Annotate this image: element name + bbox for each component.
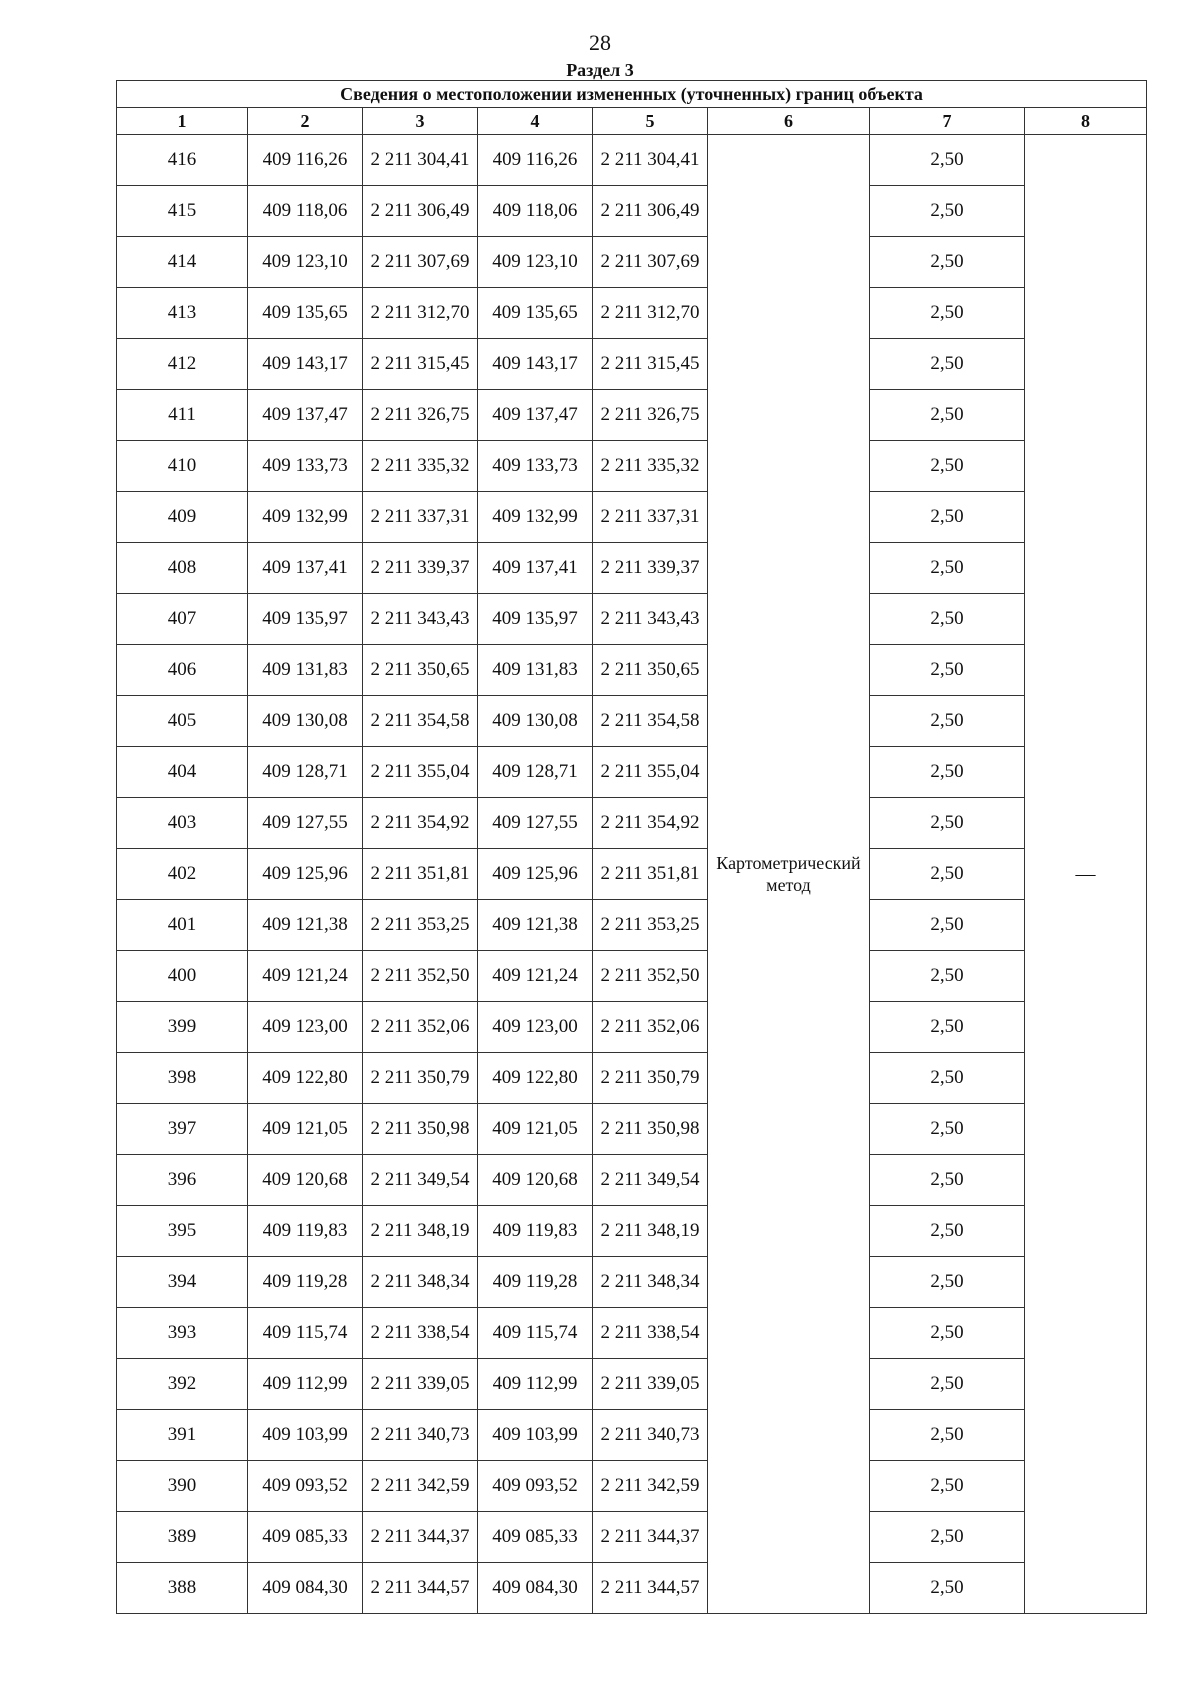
cell-y-new: 2 211 350,79 — [593, 1053, 708, 1104]
boundary-table — [116, 80, 1147, 1614]
cell-accuracy: 2,50 — [870, 1512, 1025, 1563]
cell-x-old: 409 123,10 — [248, 237, 363, 288]
cell-accuracy: 2,50 — [870, 747, 1025, 798]
cell-x-new: 409 119,28 — [478, 1257, 593, 1308]
cell-y-old: 2 211 348,19 — [363, 1206, 478, 1257]
table-row — [117, 1512, 1147, 1563]
cell-point-number: 414 — [117, 237, 248, 288]
cell-y-new: 2 211 339,05 — [593, 1359, 708, 1410]
column-number: 5 — [593, 108, 708, 135]
cell-x-new: 409 116,26 — [478, 135, 593, 186]
cell-accuracy: 2,50 — [870, 1053, 1025, 1104]
cell-y-old: 2 211 355,04 — [363, 747, 478, 798]
cell-point-number: 408 — [117, 543, 248, 594]
cell-y-new: 2 211 355,04 — [593, 747, 708, 798]
cell-x-old: 409 085,33 — [248, 1512, 363, 1563]
cell-point-number: 397 — [117, 1104, 248, 1155]
cell-point-number: 399 — [117, 1002, 248, 1053]
column-number: 4 — [478, 108, 593, 135]
cell-y-old: 2 211 304,41 — [363, 135, 478, 186]
cell-accuracy: 2,50 — [870, 1308, 1025, 1359]
cell-x-old: 409 116,26 — [248, 135, 363, 186]
cell-y-old: 2 211 350,79 — [363, 1053, 478, 1104]
cell-x-old: 409 120,68 — [248, 1155, 363, 1206]
cell-y-old: 2 211 339,05 — [363, 1359, 478, 1410]
cell-y-old: 2 211 351,81 — [363, 849, 478, 900]
cell-x-old: 409 121,38 — [248, 900, 363, 951]
cell-point-number: 412 — [117, 339, 248, 390]
cell-y-old: 2 211 337,31 — [363, 492, 478, 543]
cell-y-new: 2 211 315,45 — [593, 339, 708, 390]
cell-point-number: 406 — [117, 645, 248, 696]
cell-point-number: 388 — [117, 1563, 248, 1614]
cell-accuracy: 2,50 — [870, 849, 1025, 900]
cell-x-new: 409 118,06 — [478, 186, 593, 237]
column-number-row — [117, 108, 1147, 135]
cell-point-number: 394 — [117, 1257, 248, 1308]
table-caption-row — [117, 81, 1147, 108]
table-row — [117, 339, 1147, 390]
cell-x-new: 409 133,73 — [478, 441, 593, 492]
cell-x-new: 409 103,99 — [478, 1410, 593, 1461]
cell-x-old: 409 133,73 — [248, 441, 363, 492]
table-row — [117, 1257, 1147, 1308]
cell-x-new: 409 121,24 — [478, 951, 593, 1002]
cell-accuracy: 2,50 — [870, 1155, 1025, 1206]
cell-point-number: 415 — [117, 186, 248, 237]
cell-y-old: 2 211 344,37 — [363, 1512, 478, 1563]
cell-x-old: 409 103,99 — [248, 1410, 363, 1461]
cell-x-new: 409 112,99 — [478, 1359, 593, 1410]
column-number: 1 — [117, 108, 248, 135]
section-title: Раздел 3 — [566, 60, 634, 80]
cell-x-old: 409 137,47 — [248, 390, 363, 441]
cell-point-number: 404 — [117, 747, 248, 798]
cell-x-old: 409 123,00 — [248, 1002, 363, 1053]
cell-accuracy: 2,50 — [870, 696, 1025, 747]
table-row — [117, 441, 1147, 492]
cell-accuracy: 2,50 — [870, 1359, 1025, 1410]
cell-accuracy: 2,50 — [870, 1257, 1025, 1308]
cell-x-old: 409 084,30 — [248, 1563, 363, 1614]
cell-x-old: 409 119,83 — [248, 1206, 363, 1257]
cell-x-new: 409 115,74 — [478, 1308, 593, 1359]
cell-x-old: 409 135,65 — [248, 288, 363, 339]
table-row — [117, 951, 1147, 1002]
cell-y-new: 2 211 354,58 — [593, 696, 708, 747]
cell-accuracy: 2,50 — [870, 339, 1025, 390]
cell-point-number: 407 — [117, 594, 248, 645]
cell-y-new: 2 211 352,50 — [593, 951, 708, 1002]
table-row — [117, 849, 1147, 900]
cell-accuracy: 2,50 — [870, 1410, 1025, 1461]
cell-x-old: 409 143,17 — [248, 339, 363, 390]
cell-point-number: 396 — [117, 1155, 248, 1206]
cell-y-new: 2 211 348,34 — [593, 1257, 708, 1308]
cell-accuracy: 2,50 — [870, 594, 1025, 645]
table-row — [117, 747, 1147, 798]
cell-y-new: 2 211 344,57 — [593, 1563, 708, 1614]
cell-point-number: 403 — [117, 798, 248, 849]
cell-accuracy: 2,50 — [870, 1461, 1025, 1512]
cell-x-old: 409 132,99 — [248, 492, 363, 543]
cell-y-old: 2 211 312,70 — [363, 288, 478, 339]
table-row — [117, 900, 1147, 951]
cell-point-number: 398 — [117, 1053, 248, 1104]
cell-y-new: 2 211 344,37 — [593, 1512, 708, 1563]
cell-y-old: 2 211 339,37 — [363, 543, 478, 594]
cell-accuracy: 2,50 — [870, 1206, 1025, 1257]
cell-x-old: 409 137,41 — [248, 543, 363, 594]
cell-y-new: 2 211 348,19 — [593, 1206, 708, 1257]
cell-x-new: 409 135,97 — [478, 594, 593, 645]
cell-point-number: 405 — [117, 696, 248, 747]
table-row — [117, 543, 1147, 594]
cell-point-number: 411 — [117, 390, 248, 441]
cell-accuracy: 2,50 — [870, 441, 1025, 492]
cell-point-number: 392 — [117, 1359, 248, 1410]
cell-y-new: 2 211 337,31 — [593, 492, 708, 543]
cell-x-new: 409 120,68 — [478, 1155, 593, 1206]
cell-y-old: 2 211 350,65 — [363, 645, 478, 696]
table-row — [117, 492, 1147, 543]
cell-x-new: 409 137,47 — [478, 390, 593, 441]
cell-y-old: 2 211 350,98 — [363, 1104, 478, 1155]
table-row — [117, 1206, 1147, 1257]
cell-point-number: 393 — [117, 1308, 248, 1359]
cell-point-number: 401 — [117, 900, 248, 951]
cell-x-new: 409 084,30 — [478, 1563, 593, 1614]
table-row — [117, 1563, 1147, 1614]
cell-point-number: 413 — [117, 288, 248, 339]
cell-y-old: 2 211 342,59 — [363, 1461, 478, 1512]
cell-x-new: 409 093,52 — [478, 1461, 593, 1512]
cell-x-old: 409 121,05 — [248, 1104, 363, 1155]
cell-accuracy: 2,50 — [870, 186, 1025, 237]
cell-x-new: 409 121,38 — [478, 900, 593, 951]
cell-accuracy: 2,50 — [870, 492, 1025, 543]
cell-x-new: 409 130,08 — [478, 696, 593, 747]
cell-method: Картометрический метод — [708, 135, 870, 1614]
cell-accuracy: 2,50 — [870, 135, 1025, 186]
cell-y-new: 2 211 350,65 — [593, 645, 708, 696]
cell-accuracy: 2,50 — [870, 390, 1025, 441]
cell-x-new: 409 123,10 — [478, 237, 593, 288]
column-number: 7 — [870, 108, 1025, 135]
cell-x-new: 409 085,33 — [478, 1512, 593, 1563]
cell-x-old: 409 093,52 — [248, 1461, 363, 1512]
cell-point-number: 410 — [117, 441, 248, 492]
column-number: 2 — [248, 108, 363, 135]
cell-accuracy: 2,50 — [870, 288, 1025, 339]
cell-y-new: 2 211 304,41 — [593, 135, 708, 186]
cell-accuracy: 2,50 — [870, 237, 1025, 288]
cell-point-number: 390 — [117, 1461, 248, 1512]
table-row — [117, 1155, 1147, 1206]
cell-point-number: 395 — [117, 1206, 248, 1257]
cell-y-new: 2 211 338,54 — [593, 1308, 708, 1359]
cell-y-new: 2 211 343,43 — [593, 594, 708, 645]
cell-x-new: 409 127,55 — [478, 798, 593, 849]
cell-y-old: 2 211 354,92 — [363, 798, 478, 849]
cell-x-old: 409 121,24 — [248, 951, 363, 1002]
cell-x-old: 409 122,80 — [248, 1053, 363, 1104]
cell-y-old: 2 211 326,75 — [363, 390, 478, 441]
cell-x-old: 409 128,71 — [248, 747, 363, 798]
table-caption: Сведения о местоположении измененных (уточненных) границ объекта — [117, 81, 1147, 108]
cell-x-new: 409 121,05 — [478, 1104, 593, 1155]
cell-point-number: 400 — [117, 951, 248, 1002]
cell-y-new: 2 211 351,81 — [593, 849, 708, 900]
table-row — [117, 696, 1147, 747]
cell-point-number: 402 — [117, 849, 248, 900]
cell-y-old: 2 211 352,50 — [363, 951, 478, 1002]
cell-accuracy: 2,50 — [870, 1104, 1025, 1155]
cell-y-old: 2 211 306,49 — [363, 186, 478, 237]
column-number: 3 — [363, 108, 478, 135]
table-row — [117, 288, 1147, 339]
cell-x-new: 409 135,65 — [478, 288, 593, 339]
cell-x-new: 409 132,99 — [478, 492, 593, 543]
cell-x-new: 409 123,00 — [478, 1002, 593, 1053]
cell-x-new: 409 137,41 — [478, 543, 593, 594]
table-row — [117, 1104, 1147, 1155]
cell-y-old: 2 211 338,54 — [363, 1308, 478, 1359]
cell-accuracy: 2,50 — [870, 645, 1025, 696]
cell-accuracy: 2,50 — [870, 1002, 1025, 1053]
cell-x-old: 409 115,74 — [248, 1308, 363, 1359]
cell-y-new: 2 211 354,92 — [593, 798, 708, 849]
table-row — [117, 390, 1147, 441]
cell-accuracy: 2,50 — [870, 543, 1025, 594]
cell-x-old: 409 119,28 — [248, 1257, 363, 1308]
cell-x-old: 409 135,97 — [248, 594, 363, 645]
column-number: 6 — [708, 108, 870, 135]
cell-x-new: 409 125,96 — [478, 849, 593, 900]
cell-x-old: 409 112,99 — [248, 1359, 363, 1410]
cell-y-old: 2 211 348,34 — [363, 1257, 478, 1308]
table-row — [117, 594, 1147, 645]
table-row — [117, 1359, 1147, 1410]
cell-y-new: 2 211 306,49 — [593, 186, 708, 237]
cell-x-old: 409 118,06 — [248, 186, 363, 237]
table-row — [117, 135, 1147, 186]
cell-x-new: 409 128,71 — [478, 747, 593, 798]
cell-accuracy: 2,50 — [870, 798, 1025, 849]
cell-x-old: 409 125,96 — [248, 849, 363, 900]
page-number: 28 — [589, 30, 611, 55]
cell-y-old: 2 211 343,43 — [363, 594, 478, 645]
cell-y-old: 2 211 340,73 — [363, 1410, 478, 1461]
column-number: 8 — [1025, 108, 1147, 135]
cell-accuracy: 2,50 — [870, 951, 1025, 1002]
cell-y-new: 2 211 312,70 — [593, 288, 708, 339]
table-row — [117, 1410, 1147, 1461]
cell-y-new: 2 211 353,25 — [593, 900, 708, 951]
cell-point-number: 389 — [117, 1512, 248, 1563]
cell-y-new: 2 211 350,98 — [593, 1104, 708, 1155]
cell-x-new: 409 119,83 — [478, 1206, 593, 1257]
table-row — [117, 1461, 1147, 1512]
table-row — [117, 798, 1147, 849]
cell-y-new: 2 211 307,69 — [593, 237, 708, 288]
cell-x-old: 409 127,55 — [248, 798, 363, 849]
cell-y-new: 2 211 339,37 — [593, 543, 708, 594]
cell-y-new: 2 211 352,06 — [593, 1002, 708, 1053]
cell-point-number: 391 — [117, 1410, 248, 1461]
table-row — [117, 1053, 1147, 1104]
cell-point-number: 409 — [117, 492, 248, 543]
cell-y-old: 2 211 307,69 — [363, 237, 478, 288]
cell-col8: — — [1025, 135, 1147, 1614]
cell-y-old: 2 211 349,54 — [363, 1155, 478, 1206]
cell-x-old: 409 130,08 — [248, 696, 363, 747]
cell-y-new: 2 211 335,32 — [593, 441, 708, 492]
table-row — [117, 645, 1147, 696]
table-row — [117, 237, 1147, 288]
cell-y-old: 2 211 344,57 — [363, 1563, 478, 1614]
cell-y-new: 2 211 349,54 — [593, 1155, 708, 1206]
cell-x-new: 409 131,83 — [478, 645, 593, 696]
cell-accuracy: 2,50 — [870, 1563, 1025, 1614]
cell-y-old: 2 211 354,58 — [363, 696, 478, 747]
table-row — [117, 1002, 1147, 1053]
cell-y-old: 2 211 315,45 — [363, 339, 478, 390]
cell-x-new: 409 143,17 — [478, 339, 593, 390]
table-row — [117, 1308, 1147, 1359]
cell-y-new: 2 211 340,73 — [593, 1410, 708, 1461]
cell-accuracy: 2,50 — [870, 900, 1025, 951]
cell-y-new: 2 211 342,59 — [593, 1461, 708, 1512]
table-row — [117, 186, 1147, 237]
cell-x-new: 409 122,80 — [478, 1053, 593, 1104]
cell-y-old: 2 211 352,06 — [363, 1002, 478, 1053]
cell-y-old: 2 211 353,25 — [363, 900, 478, 951]
cell-point-number: 416 — [117, 135, 248, 186]
cell-y-new: 2 211 326,75 — [593, 390, 708, 441]
cell-x-old: 409 131,83 — [248, 645, 363, 696]
cell-y-old: 2 211 335,32 — [363, 441, 478, 492]
